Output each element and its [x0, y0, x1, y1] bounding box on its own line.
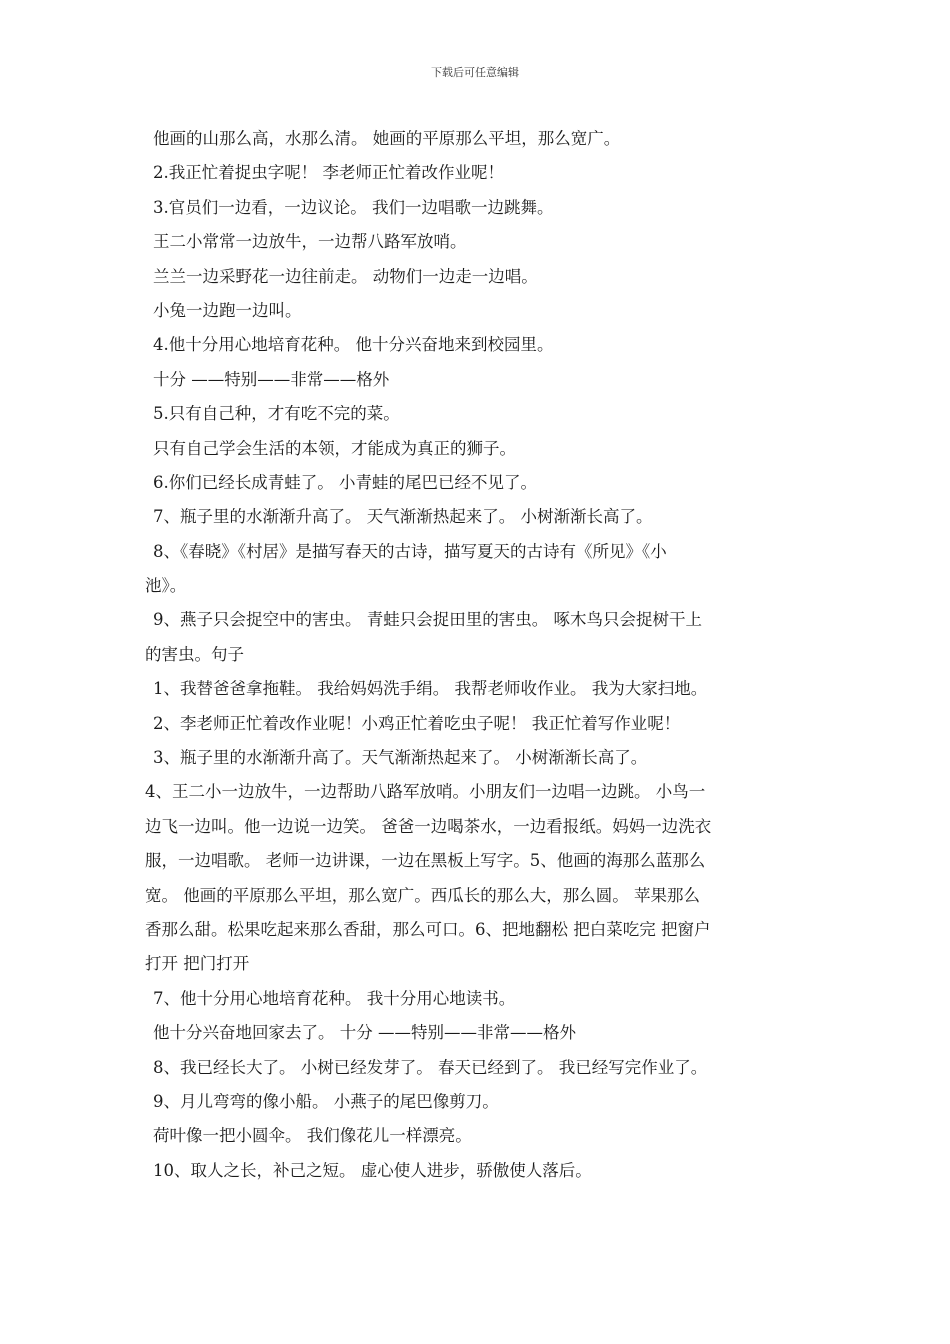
text-line: 7、瓶子里的水渐渐升高了。 天气渐渐热起来了。 小树渐渐长高了。 [153, 507, 653, 527]
text-line: 4、王二小一边放牛，一边帮助八路军放哨。小朋友们一边唱一边跳。 小鸟一 [145, 782, 706, 802]
text-line: 8、我已经长大了。 小树已经发芽了。 春天已经到了。 我已经写完作业了。 [153, 1057, 708, 1077]
document-body [145, 122, 815, 1188]
text-line: 十分 ——特别——非常——格外 [153, 369, 390, 389]
text-line: 王二小常常一边放牛，一边帮八路军放哨。 [153, 232, 467, 252]
text-line: 只有自己学会生活的本领，才能成为真正的狮子。 [153, 438, 516, 458]
text-line: 10、取人之长，补己之短。 虚心使人进步，骄傲使人落后。 [153, 1160, 592, 1180]
text-line: 2.我正忙着捉虫字呢！ 李老师正忙着改作业呢！ [153, 163, 504, 183]
page-header: 下载后可任意编辑 [431, 66, 519, 79]
text-line: 池》。 [145, 576, 187, 596]
text-line: 8、《春晓》《村居》是描写春天的古诗，描写夏天的古诗有《所见》《小 [153, 541, 667, 561]
text-line: 7、他十分用心地培育花种。 我十分用心地读书。 [153, 988, 516, 1008]
text-line: 1、我替爸爸拿拖鞋。 我给妈妈洗手绢。 我帮老师收作业。 我为大家扫地。 [153, 679, 708, 699]
text-line: 的害虫。句子 [145, 644, 244, 664]
text-line: 边飞一边叫。他一边说一边笑。 爸爸一边喝茶水，一边看报纸。妈妈一边洗衣 [145, 816, 712, 836]
text-line: 兰兰一边采野花一边往前走。 动物们一边走一边唱。 [153, 266, 538, 286]
text-line: 5.只有自己种，才有吃不完的菜。 [153, 404, 400, 424]
text-line: 服，一边唱歌。 老师一边讲课，一边在黑板上写字。5、他画的海那么蓝那么 [145, 851, 706, 871]
text-line: 打开 把门打开 [145, 954, 250, 974]
text-line: 3.官员们一边看，一边议论。 我们一边唱歌一边跳舞。 [153, 197, 554, 217]
text-line: 9、月儿弯弯的像小船。 小燕子的尾巴像剪刀。 [153, 1091, 499, 1111]
text-line: 他画的山那么高，水那么清。 她画的平原那么平坦，那么宽广。 [153, 129, 621, 148]
text-line: 3、瓶子里的水渐渐升高了。天气渐渐热起来了。 小树渐渐长高了。 [153, 748, 648, 768]
text-line: 他十分兴奋地回家去了。 十分 ——特别——非常——格外 [153, 1023, 576, 1043]
text-line: 小兔一边跑一边叫。 [153, 300, 302, 320]
text-line: 6.你们已经长成青蛙了。 小青蛙的尾巴已经不见了。 [153, 472, 537, 492]
text-line: 宽。 他画的平原那么平坦，那么宽广。西瓜长的那么大，那么圆。 苹果那么 [145, 885, 700, 905]
text-line: 2、李老师正忙着改作业呢！小鸡正忙着吃虫子呢！ 我正忙着写作业呢！ [153, 713, 681, 733]
text-line: 4.他十分用心地培育花种。 他十分兴奋地来到校园里。 [153, 335, 554, 355]
text-line: 荷叶像一把小圆伞。 我们像花儿一样漂亮。 [153, 1126, 472, 1146]
text-line: 香那么甜。松果吃起来那么香甜，那么可口。6、把地翻松 把白菜吃完 把窗户 [145, 919, 711, 939]
text-line: 9、燕子只会捉空中的害虫。 青蛙只会捉田里的害虫。 啄木鸟只会捉树干上 [153, 610, 702, 630]
